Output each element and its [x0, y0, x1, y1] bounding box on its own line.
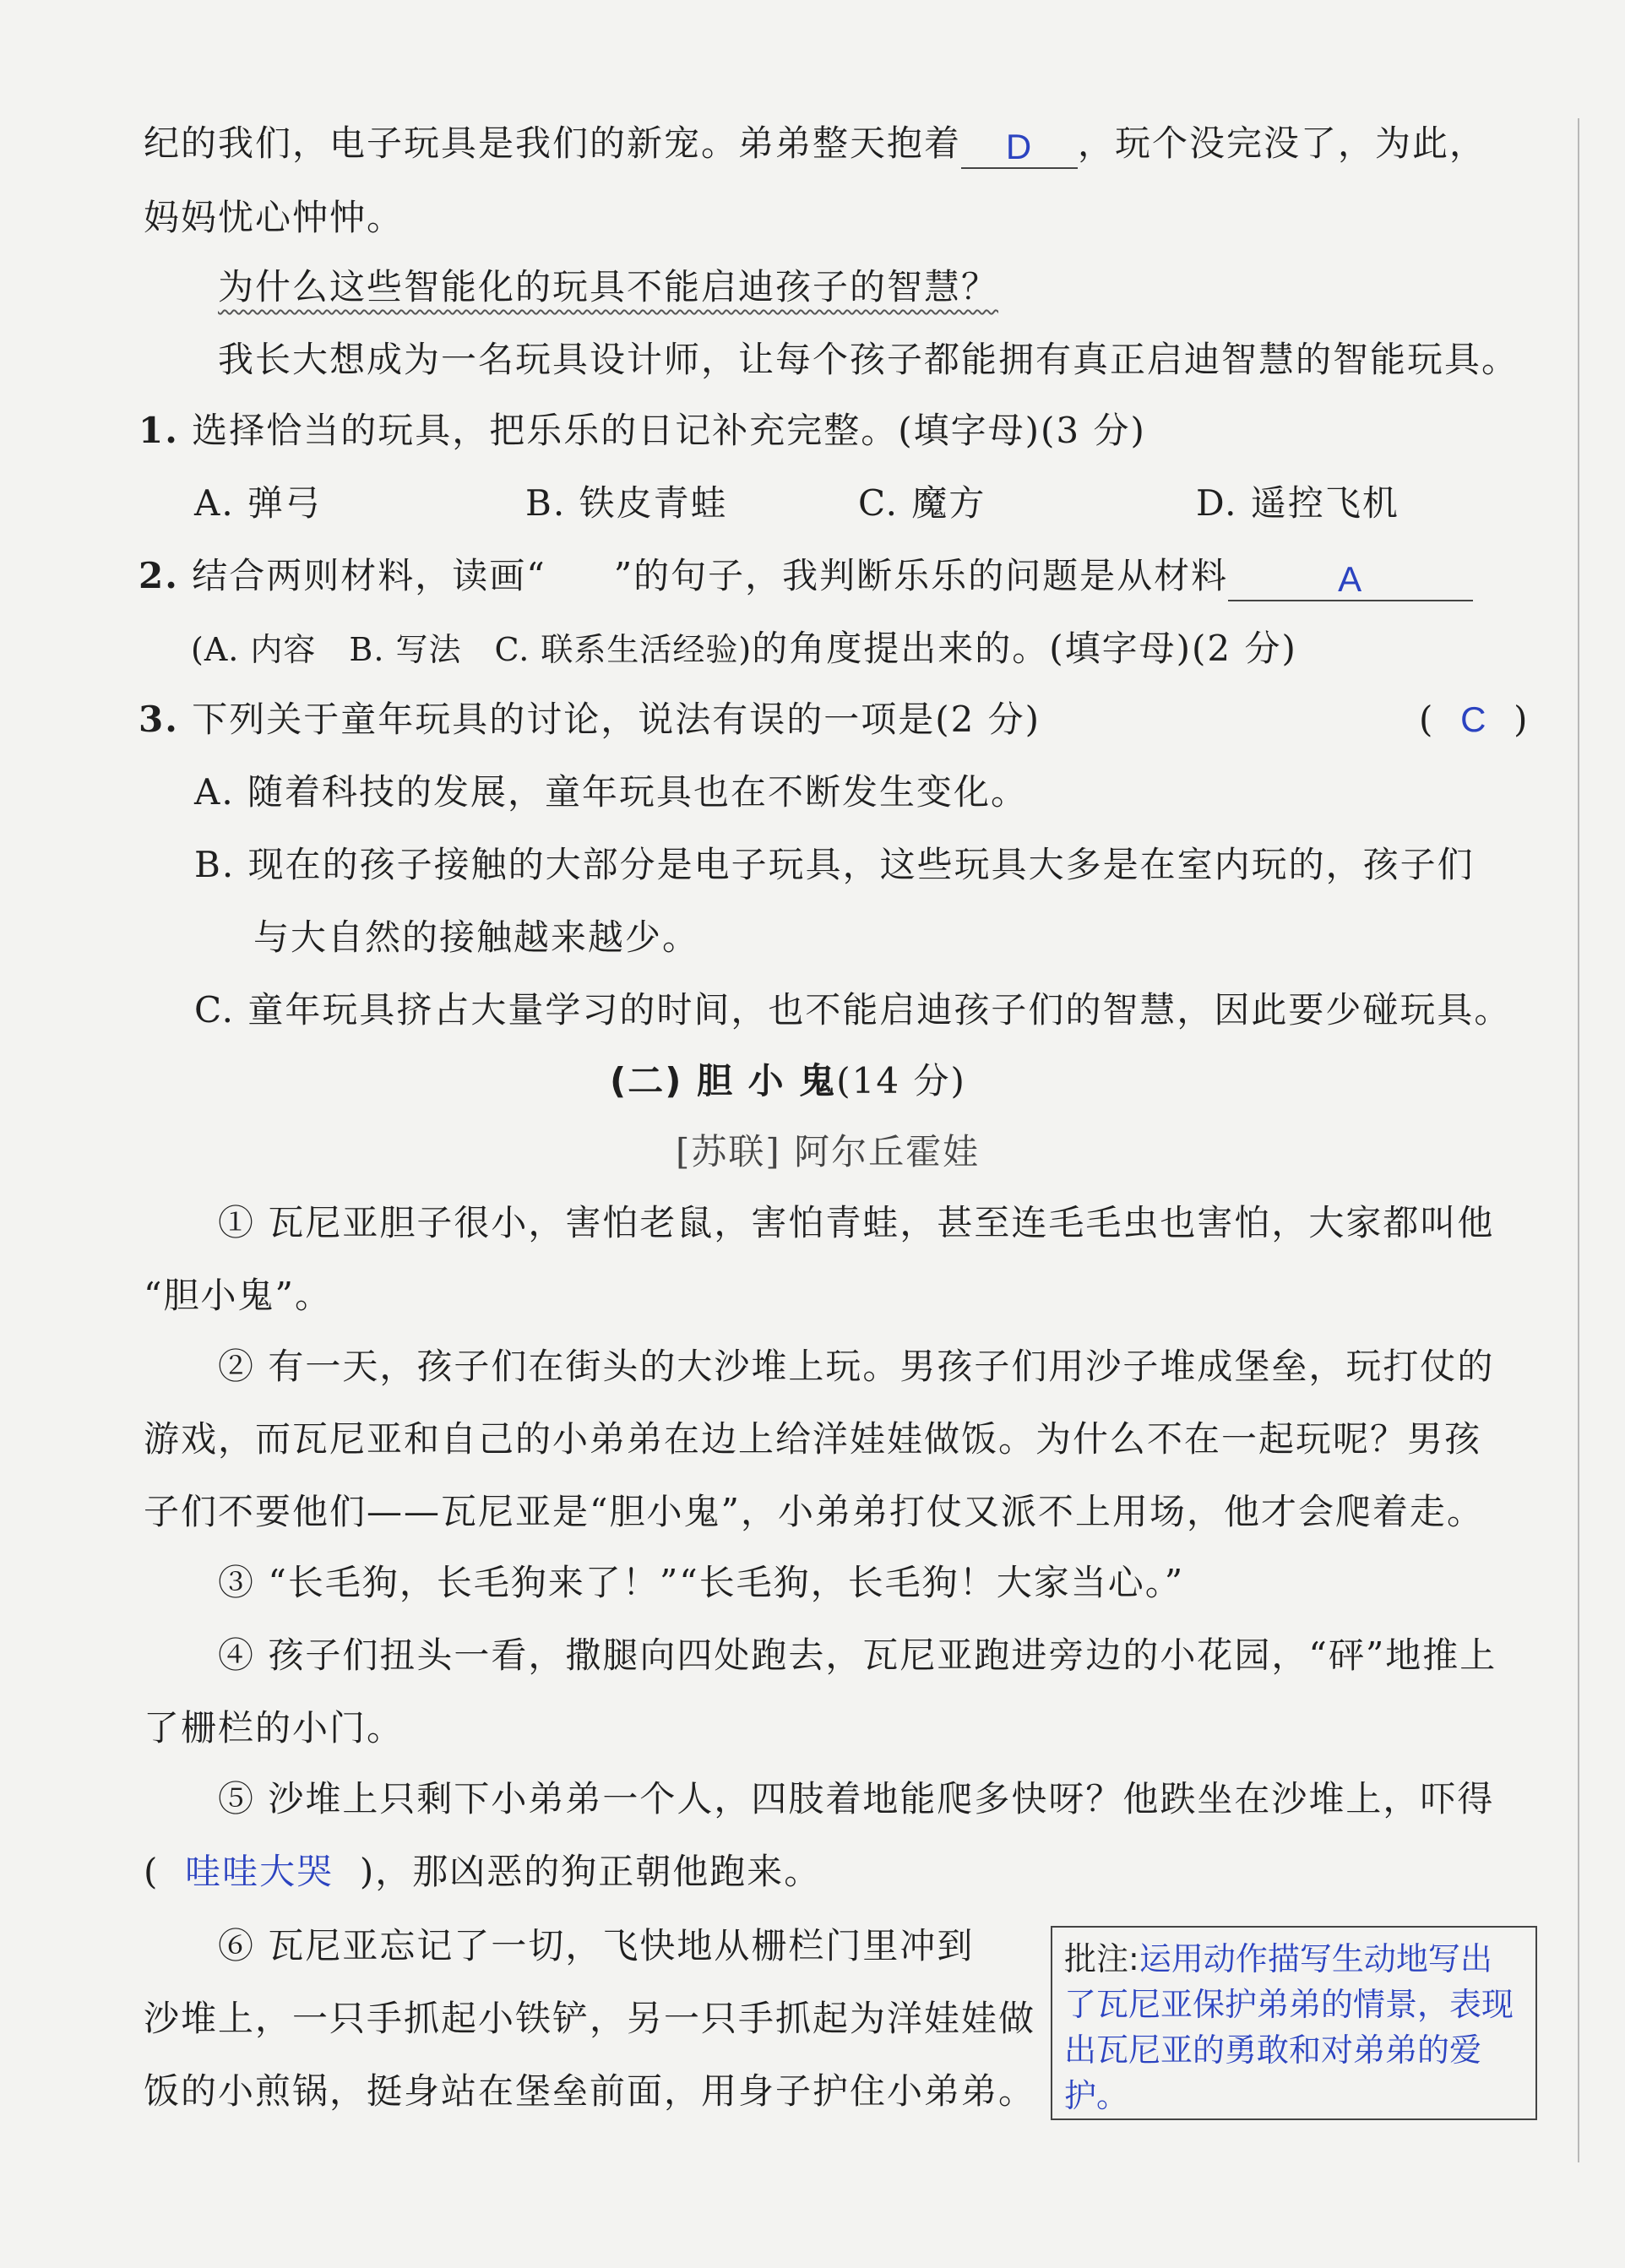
paragraph-4-line-1: ④ 孩子们扭头一看，撒腿向四处跑去，瓦尼亚跑进旁边的小花园，“砰”地推上 — [218, 1634, 1497, 1676]
annotation-box — [1051, 1926, 1537, 2120]
paragraph-5-rest: )，那凶恶的狗正朝他跑来。 — [359, 1851, 822, 1892]
q1-option-d: D. 遥控飞机 — [1196, 482, 1399, 524]
question-2-text-prefix: 结合两则材料，读画“ — [192, 555, 546, 596]
question-3-answer-paren — [1419, 694, 1530, 745]
paren-close: ) — [1514, 699, 1530, 740]
wavy-underlined-question: 为什么这些智能化的玩具不能启迪孩子的智慧？ — [218, 266, 999, 307]
q3-option-a: A. 随着科技的发展，童年玩具也在不断发生变化。 — [194, 771, 1029, 813]
question-2-suffix: 的角度提出来的。(填字母)(2 分) — [752, 628, 1297, 669]
margin-rule — [1578, 118, 1579, 2162]
answer-c: C — [1460, 699, 1488, 739]
answer-a: A — [1338, 559, 1364, 599]
question-1-text: 选择恰当的玩具，把乐乐的日记补充完整。(填字母)(3 分) — [192, 410, 1146, 451]
paragraph-2-line-1: ② 有一天，孩子们在街头的大沙堆上玩。男孩子们用沙子堆成堡垒，玩打仗的 — [218, 1346, 1495, 1387]
intro-line-1-prefix: 纪的我们，电子玩具是我们的新宠。弟弟整天抱着 — [144, 122, 962, 164]
intro-line-4: 我长大想成为一名玩具设计师，让每个孩子都能拥有真正启迪智慧的智能玩具。 — [218, 339, 1519, 380]
paragraph-2-line-2: 游戏，而瓦尼亚和自己的小弟弟在边上给洋娃娃做饭。为什么不在一起玩呢？男孩 — [144, 1418, 1482, 1460]
answer-fill: 哇哇大哭 — [185, 1852, 334, 1891]
paragraph-6-line-2: 沙堆上，一只手抓起小铁铲，另一只手抓起为洋娃娃做 — [144, 1998, 1036, 2039]
wavy-mark-sample — [546, 551, 614, 601]
paragraph-4-line-2: 了栅栏的小门。 — [144, 1707, 405, 1749]
q1-option-c: C. 魔方 — [858, 482, 986, 524]
paragraph-5-line-1: ⑤ 沙堆上只剩下小弟弟一个人，四肢着地能爬多快呀？他跌坐在沙堆上，吓得 — [218, 1778, 1495, 1819]
question-1-number: 1. — [139, 410, 179, 451]
q3-option-c: C. 童年玩具挤占大量学习的时间，也不能启迪孩子们的智慧，因此要少碰玩具。 — [194, 989, 1512, 1031]
q1-option-b: B. 铁皮青蛙 — [525, 482, 728, 524]
paragraph-6-line-3: 饭的小煎锅，挺身站在堡垒前面，用身子护住小弟弟。 — [144, 2070, 1036, 2112]
paragraph-1-line-1: ① 瓦尼亚胆子很小，害怕老鼠，害怕青蛙，甚至连毛毛虫也害怕，大家都叫他 — [218, 1202, 1495, 1243]
paragraph-6-line-1: ⑥ 瓦尼亚忘记了一切，飞快地从栅栏门里冲到 — [218, 1925, 975, 1966]
q3-option-b-line-1: B. 现在的孩子接触的大部分是电子玩具，这些玩具大多是在室内玩的，孩子们 — [194, 844, 1475, 885]
question-2-line-2 — [191, 623, 1297, 675]
paren-open: ( — [144, 1851, 160, 1892]
annotation-label: 批注: — [1064, 1940, 1139, 1977]
intro-line-1 — [144, 118, 1486, 169]
q1-option-a: A. 弹弓 — [194, 482, 323, 524]
section-2-score: (14 分) — [836, 1060, 966, 1101]
question-2-number: 2. — [139, 555, 179, 596]
question-3 — [139, 694, 1041, 745]
question-3-text: 下列关于童年玩具的讨论，说法有误的一项是(2 分) — [192, 699, 1041, 740]
intro-line-2: 妈妈忧心忡忡。 — [144, 197, 405, 238]
question-1 — [139, 405, 1146, 456]
paren-open: ( — [1419, 699, 1435, 740]
question-2-text-mid: ”的句子，我判断乐乐的问题是从材料 — [613, 555, 1229, 596]
paragraph-3: ③ “长毛狗，长毛狗来了！”“长毛狗，长毛狗！大家当心。” — [218, 1562, 1185, 1603]
q3-option-b-line-2: 与大自然的接触越来越少。 — [253, 916, 700, 958]
question-3-number: 3. — [139, 699, 179, 740]
question-2 — [139, 551, 1473, 601]
answer-d: D — [1005, 127, 1034, 166]
answer-blank-2 — [1228, 554, 1473, 601]
section-2-title-text: (二) 胆 小 鬼 — [610, 1060, 837, 1101]
intro-line-1-suffix: ，玩个没完没了，为此， — [1078, 122, 1487, 164]
question-2-options: (A. 内容 B. 写法 C. 联系生活经验) — [191, 631, 753, 668]
paragraph-1-line-2: “胆小鬼”。 — [144, 1275, 332, 1316]
annotation-text: 运用动作描写生动地写出了瓦尼亚保护弟弟的情景，表现出瓦尼亚的勇敢和对弟弟的爱护。 — [1064, 1940, 1514, 2114]
paragraph-5-line-2 — [144, 1846, 821, 1897]
section-2-author: [苏联] 阿尔丘霍娃 — [676, 1131, 981, 1172]
paragraph-2-line-3: 子们不要他们——瓦尼亚是“胆小鬼”，小弟弟打仗又派不上用场，他才会爬着走。 — [144, 1491, 1484, 1532]
section-2-title — [610, 1056, 966, 1107]
answer-blank-1 — [961, 122, 1078, 169]
